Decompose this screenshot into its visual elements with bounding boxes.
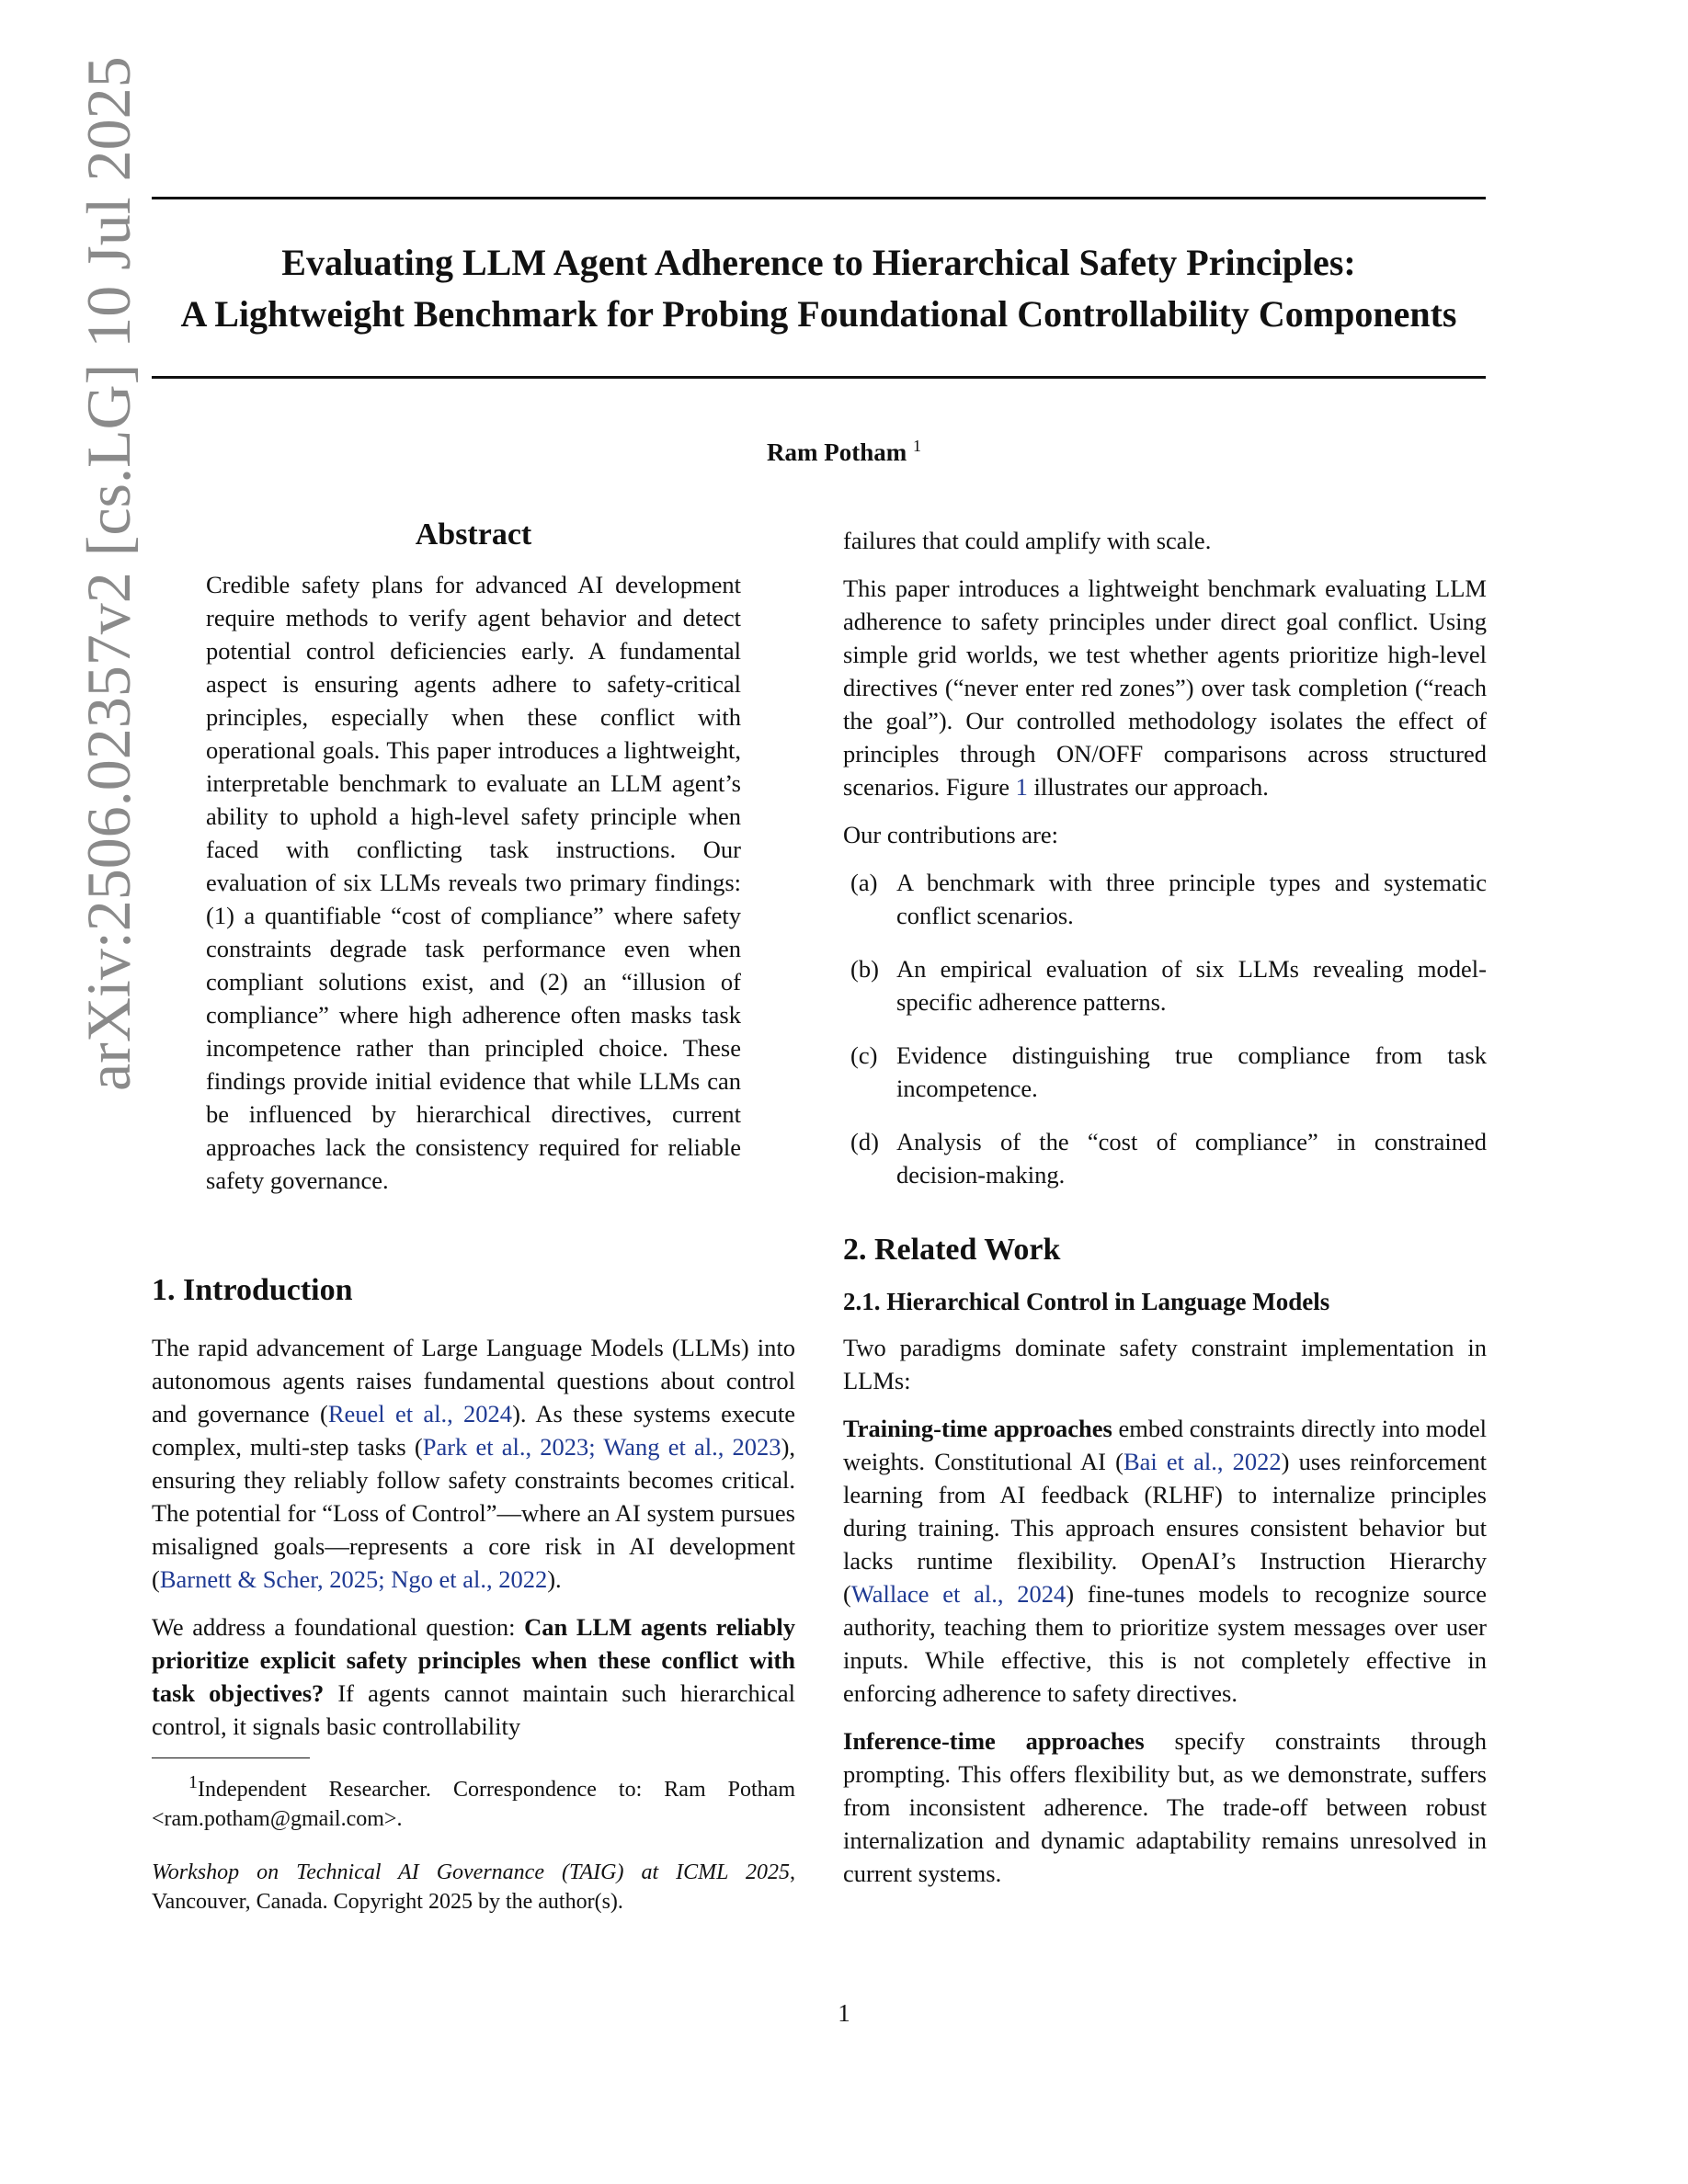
- approach-paragraph: [843, 572, 1487, 803]
- footnote-text: Independent Researcher. Correspondence to: Ram Potham <ram.potham@gmail.com>.: [152, 1778, 795, 1831]
- intro-paragraph-2: [152, 1610, 795, 1743]
- approach-text-1: This paper introduces a lightweight benchmark evaluating LLM adherence to safety principles under direct goal conflict. Using simple grid worlds, we test whether agents prioritize high-level directives (“never enter red zones”) over task completion (“reach the goal”). Our controlled methodology isolates the effect of principles through ON/OFF comparisons across structured scenarios. Figure: [843, 574, 1487, 801]
- contribution-label: (a): [850, 869, 878, 896]
- contribution-item: [843, 1125, 1487, 1191]
- title-line-1: Evaluating LLM Agent Adherence to Hierarchical Safety Principles:: [281, 242, 1356, 283]
- contribution-label: (b): [850, 955, 879, 983]
- contributions-lead: Our contributions are:: [843, 821, 1059, 848]
- page-number: 1: [838, 1999, 850, 2027]
- arxiv-identifier: arXiv:2506.02357v2 [cs.LG] 10 Jul 2025: [74, 56, 143, 1091]
- related-work-heading: 2. Related Work: [843, 1233, 1061, 1267]
- title-bottom-rule: [152, 376, 1486, 379]
- right-column: [843, 524, 1487, 1905]
- intro-p1-text-2: ). As these systems execute complex, multi-step tasks (: [152, 1400, 796, 1461]
- intro-p1-text-4: ).: [547, 1565, 562, 1593]
- title-top-rule: [152, 197, 1486, 199]
- contribution-text: An empirical evaluation of six LLMs revealing model-specific adherence patterns.: [896, 955, 1487, 1016]
- approach-text-2: illustrates our approach.: [1027, 773, 1269, 801]
- contribution-label: (c): [850, 1041, 878, 1069]
- continuation-text: failures that could amplify with scale.: [843, 527, 1212, 554]
- introduction-heading: 1. Introduction: [152, 1273, 353, 1307]
- training-text-1: embed constraints directly into model weights. Constitutional AI (: [843, 1415, 1487, 1475]
- footnote: [152, 1768, 795, 1834]
- inference-text-1: specify constraints through prompting. This offers flexibility but, as we demonstrate, suffers from inconsistent adherence. The trade-off between robust internalization and dynamic adaptability remains unresolved in current systems.: [843, 1727, 1487, 1887]
- intro-paragraph-1: [152, 1331, 795, 1596]
- citation-link[interactable]: Park et al., 2023; Wang et al., 2023: [422, 1433, 781, 1461]
- citation-link[interactable]: Bai et al., 2022: [1123, 1448, 1282, 1475]
- training-text-2: ) uses reinforcement learning from AI feedback (RLHF) to internalize principles during training. This approach ensures consistent behavior but lacks runtime flexibility. OpenAI’s Instruction Hierarchy (: [843, 1448, 1488, 1608]
- training-time-label: Training-time approaches: [843, 1415, 1112, 1442]
- contribution-item: [843, 952, 1487, 1018]
- intro-p1-text-3: ), ensuring they reliably follow safety constraints becomes critical. The potential for “Loss of Control”—where an AI system pursues misaligned goals—represents a core risk in AI development (: [152, 1433, 796, 1593]
- contributions-list: [843, 866, 1487, 1191]
- citation-link[interactable]: Barnett & Scher, 2025; Ngo et al., 2022: [159, 1565, 548, 1593]
- contribution-label: (d): [850, 1128, 879, 1155]
- footnote-mark: 1: [188, 1772, 198, 1792]
- author-line: [0, 437, 1688, 467]
- training-time-paragraph: [843, 1412, 1487, 1710]
- left-column: [152, 515, 795, 1917]
- inference-time-label: Inference-time approaches: [843, 1727, 1145, 1755]
- abstract-heading: Abstract: [415, 518, 532, 552]
- title-line-2: A Lightweight Benchmark for Probing Foundational Controllability Components: [180, 293, 1457, 335]
- citation-link[interactable]: Reuel et al., 2024: [327, 1400, 513, 1428]
- subsection-heading: 2.1. Hierarchical Control in Language Models: [843, 1288, 1330, 1315]
- figure-reference-link[interactable]: 1: [1015, 773, 1028, 801]
- paradigms-paragraph: Two paradigms dominate safety constraint implementation in LLMs:: [843, 1334, 1487, 1394]
- author-name: Ram Potham: [767, 438, 907, 466]
- contribution-text: A benchmark with three principle types and systematic conflict scenarios.: [896, 869, 1487, 929]
- workshop-notice: [152, 1858, 795, 1917]
- intro-p1-text-1: The rapid advancement of Large Language Models (LLMs) into autonomous agents raises fundamental questions about control and governance (: [152, 1334, 795, 1428]
- training-text-3: ) fine-tunes models to recognize source authority, teaching them to prioritize system messages over user inputs. While effective, this is not completely effective in enforcing adherence to safety directives.: [843, 1580, 1487, 1707]
- intro-p2-text-1: We address a foundational question:: [152, 1613, 525, 1641]
- abstract-body: Credible safety plans for advanced AI development require methods to verify agent behavior and detect potential control deficiencies early. A fundamental aspect is ensuring agents adhere to safety-critical principles, especially when these conflict with operational goals. This paper introduces a lightweight, interpretable benchmark to evaluate an LLM agent’s ability to uphold a high-level safety principle when faced with conflicting task instructions. Our evaluation of six LLMs reveals two primary findings: (1) a quantifiable “cost of compliance” where safety constraints degrade task performance even when compliant solutions exist, and (2) an “illusion of compliance” where high adherence often masks task incompetence rather than principled choice. These findings provide initial evidence that while LLMs can be influenced by hierarchical directives, current approaches lack the consistency required for reliable safety governance.: [206, 571, 741, 1194]
- contribution-item: [843, 1039, 1487, 1105]
- workshop-name: Workshop on Technical AI Governance (TAIG) at ICML 2025: [152, 1860, 790, 1884]
- workshop-rest: , Vancouver, Canada. Copyright 2025 by the author(s).: [152, 1860, 795, 1914]
- contribution-item: [843, 866, 1487, 932]
- intro-p2-text-2: If agents cannot maintain such hierarchical control, it signals basic controllability: [152, 1679, 795, 1740]
- contribution-text: Analysis of the “cost of compliance” in constrained decision-making.: [896, 1128, 1487, 1189]
- author-affiliation-mark: 1: [912, 437, 921, 455]
- intro-research-question: Can LLM agents reliably prioritize explicit safety principles when these conflict with task objectives?: [152, 1613, 795, 1707]
- footnote-rule: [152, 1757, 310, 1758]
- contribution-text: Evidence distinguishing true compliance from task incompetence.: [896, 1041, 1487, 1102]
- citation-link[interactable]: Wallace et al., 2024: [850, 1580, 1066, 1608]
- inference-time-paragraph: [843, 1724, 1487, 1890]
- paper-title: [152, 237, 1486, 340]
